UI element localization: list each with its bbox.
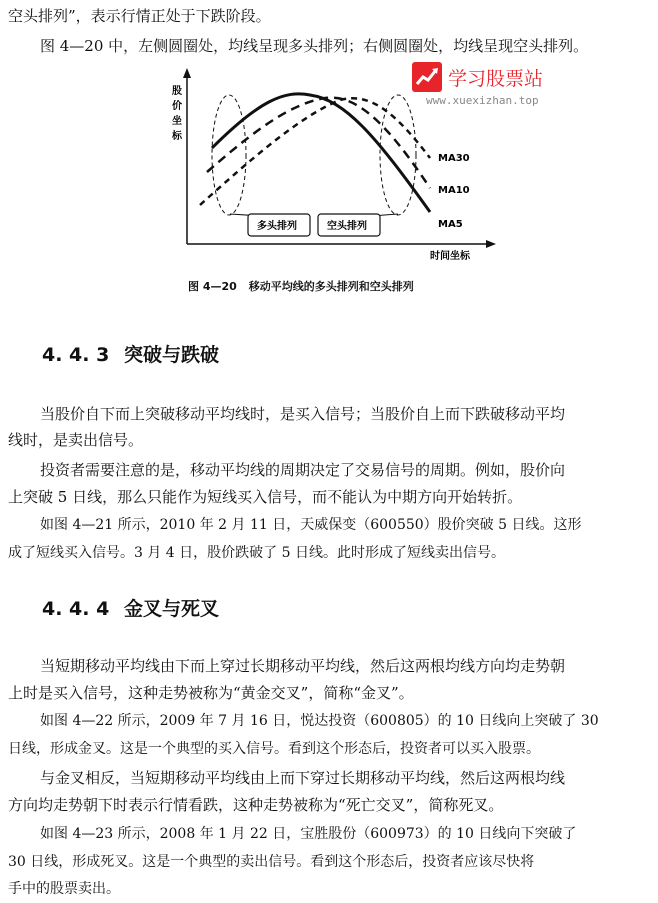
text-line: 如图 4—23 所示，2008 年 1 月 22 日，宝胜股份（600973）的 10 日线向下突破了: [40, 826, 577, 842]
text-line: 线时，是卖出信号。: [8, 431, 144, 449]
figure-caption-text: 移动平均线的多头排列和空头排列: [248, 280, 414, 293]
ma-arrangement-diagram: [0, 0, 658, 300]
section-heading: [42, 597, 219, 621]
ma10-line: [207, 98, 430, 188]
y-axis-label-char: 坐: [172, 116, 182, 127]
section-title: 突破与跌破: [124, 344, 220, 366]
x-axis-arrow: [486, 240, 496, 248]
section-heading: [42, 343, 219, 367]
section-number: 4. 4. 3: [42, 344, 110, 366]
text-line: 图 4—20 中，左侧圆圈处，均线呈现多头排列；右侧圆圈处，均线呈现空头排列。: [40, 37, 589, 55]
section-number: 4. 4. 4: [42, 598, 110, 620]
text-line: 日线，形成金叉。这是一个典型的买入信号。看到这个形态后，投资者可以买入股票。: [8, 741, 540, 757]
text-line: 当股价自下而上突破移动平均线时，是买入信号；当股价自上而下跌破移动平均: [40, 405, 566, 423]
watermark-title: 学习股票站: [448, 68, 544, 90]
text-line: 方向均走势朝下时表示行情看跌，这种走势被称为“死亡交叉”，简称死叉。: [8, 796, 504, 814]
x-axis-label: 时间坐标: [430, 251, 470, 262]
text-line: 当短期移动平均线由下而上穿过长期移动平均线，然后这两根均线方向均走势朝: [40, 657, 566, 675]
series-label-ma10: MA10: [438, 185, 470, 196]
text-line: 成了短线买入信号。3 月 4 日，股价跌破了 5 日线。此时形成了短线卖出信号。: [8, 545, 505, 561]
y-axis-arrow: [183, 68, 191, 78]
section-title: 金叉与死叉: [124, 598, 220, 620]
text-line: 上突破 5 日线，那么只能作为短线买入信号，而不能认为中期方向开始转折。: [8, 488, 523, 506]
text-line: 上时是买入信号，这种走势被称为“黄金交叉”，简称“金叉”。: [8, 684, 414, 702]
text-line: 投资者需要注意的是，移动平均线的周期决定了交易信号的周期。例如，股价向: [40, 461, 566, 479]
text-line: 与金叉相反，当短期移动平均线由上而下穿过长期移动平均线，然后这两根均线: [40, 769, 566, 787]
ma5-line: [212, 94, 430, 212]
figure-number: 图 4—20: [188, 280, 237, 293]
y-axis-label-char: 标: [172, 131, 182, 142]
text-line: 空头排列”，表示行情正处于下跌阶段。: [8, 7, 271, 25]
ma30-line: [200, 98, 430, 205]
bull-arrangement-label: 多头排列: [257, 221, 297, 232]
series-label-ma5: MA5: [438, 219, 463, 230]
y-axis-label-char: 价: [172, 101, 182, 112]
watermark-url: www.xuexizhan.top: [426, 94, 539, 107]
text-line: 30 日线，形成死叉。这是一个典型的卖出信号。看到这个形态后，投资者应该尽快将: [8, 854, 535, 870]
bear-arrangement-label: 空头排列: [327, 221, 367, 232]
y-axis-label-char: 股: [172, 86, 182, 97]
series-label-ma30: MA30: [438, 153, 470, 164]
text-line: 手中的股票卖出。: [8, 881, 120, 897]
figure-caption: [188, 278, 414, 294]
text-line: 如图 4—21 所示，2010 年 2 月 11 日，天威保变（600550）股价突破 5 日线。这形: [40, 517, 582, 533]
left-circle: [212, 95, 246, 215]
text-line: 如图 4—22 所示，2009 年 7 月 16 日，悦达投资（600805）的 10 日线向上突破了 30: [40, 713, 599, 729]
